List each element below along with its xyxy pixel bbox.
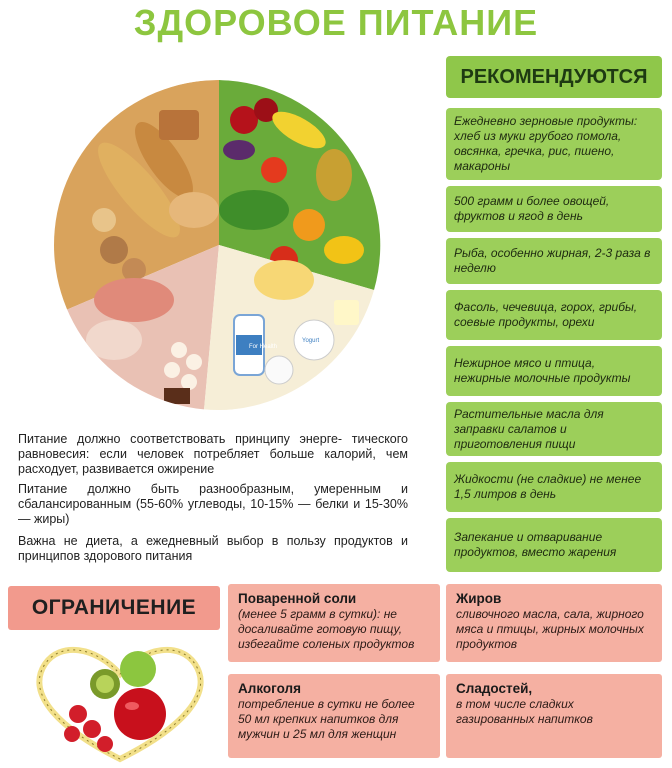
- bottle-label: For Health: [249, 344, 278, 350]
- recommend-item: Фасоль, чечевица, горох, грибы, соевые продукты, орехи: [446, 290, 662, 340]
- limit-salt: [228, 584, 440, 662]
- paragraph-energy: Питание должно соответствовать принципу энерге- тического равновесия: если человек потребляет больше калорий, чем расходует, развивается ожирение: [18, 432, 408, 476]
- fruit-heart-illustration: [20, 634, 220, 764]
- yogurt-label: Yogurt: [302, 338, 320, 344]
- recommend-item: Нежирное мясо и птица, нежирные молочные продукты: [446, 346, 662, 396]
- limit-alcohol-title: Алкоголя: [238, 681, 301, 696]
- recommend-item: Растительные масла для заправки салатов и приготовления пищи: [446, 402, 662, 456]
- recommend-item: Рыба, особенно жирная, 2-3 раза в неделю: [446, 238, 662, 284]
- limit-alcohol: [228, 674, 440, 758]
- limit-header: ОГРАНИЧЕНИЕ: [8, 586, 220, 630]
- recommend-item: 500 грамм и более овощей, фруктов и ягод в день: [446, 186, 662, 232]
- paragraph-balance: Питание должно быть разнообразным, умеренным и сбалансированным (55-60% углеводы, 10-15% — белки и 15-30% — жиры): [18, 482, 408, 526]
- food-plate-illustration: [44, 70, 394, 420]
- recommend-item: Запекание и отваривание продуктов, вместо жарения: [446, 518, 662, 572]
- recommend-item: Жидкости (не сладкие) не менее 1,5 литров в день: [446, 462, 662, 512]
- limit-sweets-text: в том числе сладких газированных напитков: [456, 697, 593, 726]
- paragraph-choice: Важна не диета, а ежедневный выбор в пользу продуктов и принципов здорового питания: [18, 534, 408, 563]
- limit-fats-text: сливочного масла, сала, жирного мяса и птицы, жирных молочных продуктов: [456, 607, 644, 651]
- limit-salt-text: (менее 5 грамм в сутки): не досаливайте готовую пищу, избегайте соленых продуктов: [238, 607, 415, 651]
- limit-alcohol-text: потребление в сутки не более 50 мл крепких напитков для мужчин и 25 мл для женщин: [238, 697, 415, 741]
- recommend-header: РЕКОМЕНДУЮТСЯ: [446, 56, 662, 98]
- limit-sweets-title: Сладостей,: [456, 681, 533, 696]
- limit-fats-title: Жиров: [456, 591, 502, 606]
- limit-salt-title: Поваренной соли: [238, 591, 357, 606]
- limit-sweets: [446, 674, 662, 758]
- page-title: ЗДОРОВОЕ ПИТАНИЕ: [133, 2, 539, 43]
- limit-fats: [446, 584, 662, 662]
- recommend-item: Ежедневно зерновые продукты: хлеб из муки грубого помола, овсянка, гречка, рис, пшено, макароны: [446, 108, 662, 180]
